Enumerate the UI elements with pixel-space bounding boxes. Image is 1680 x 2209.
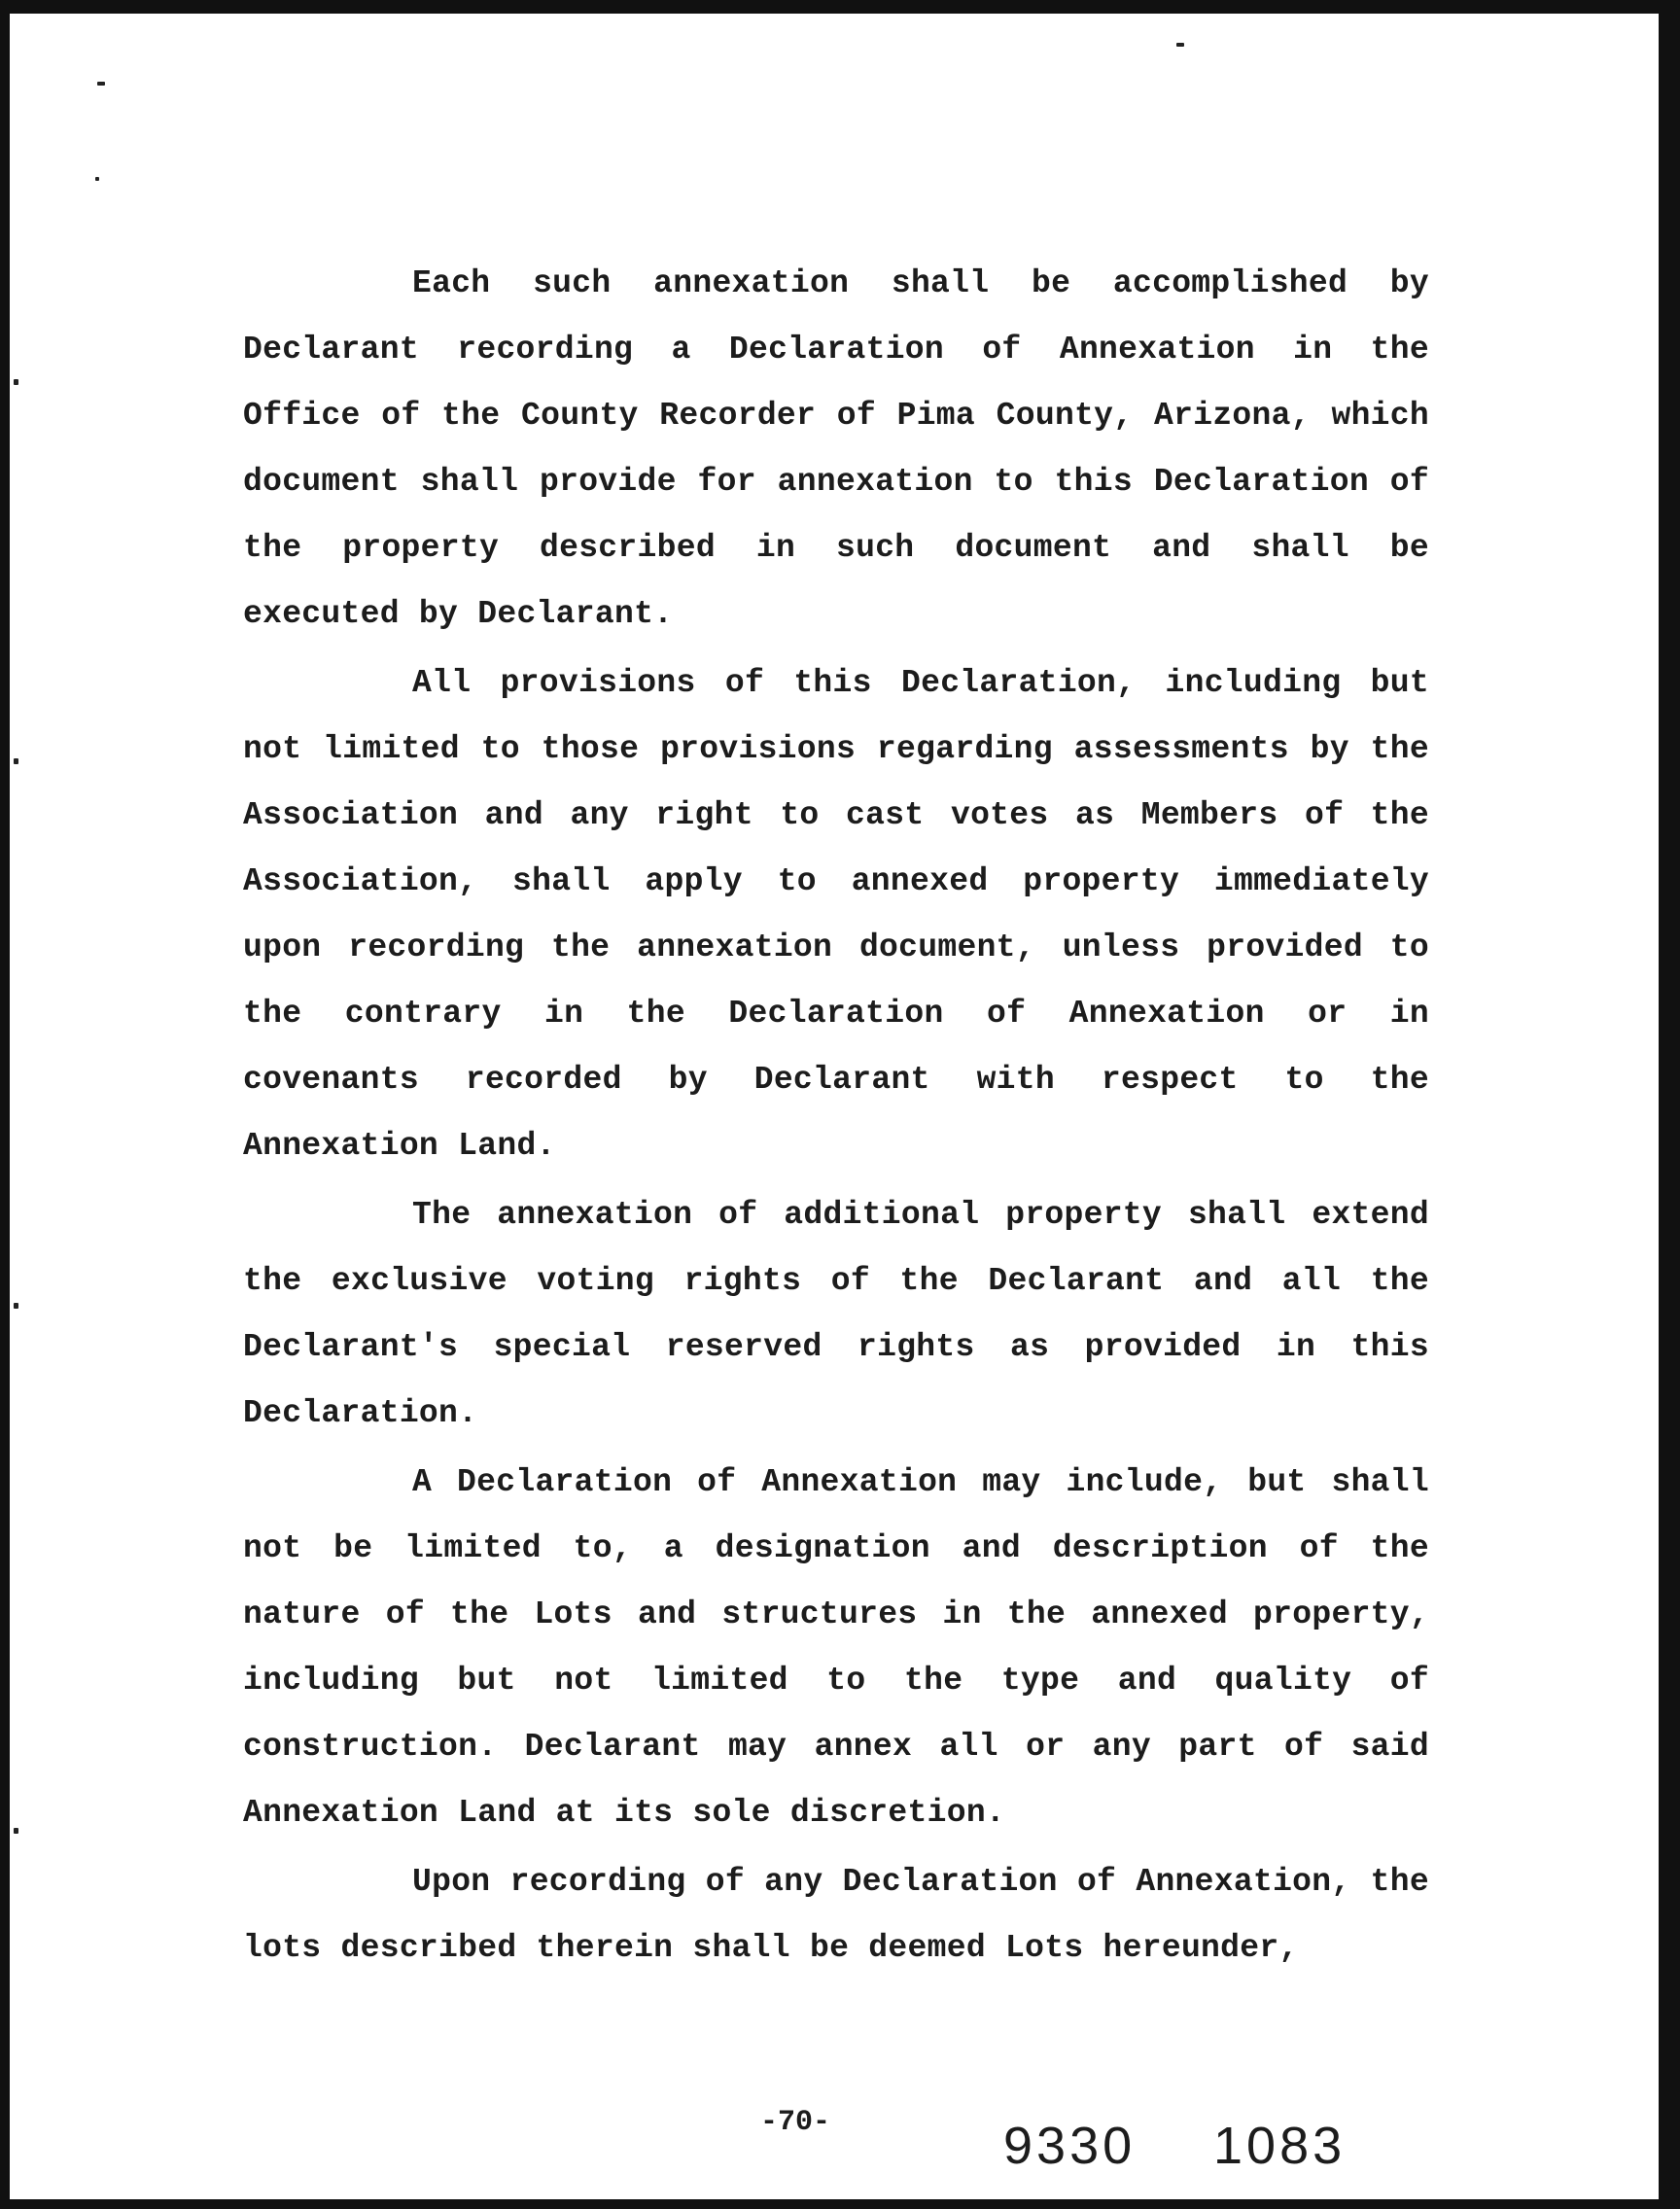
paragraph: The annexation of additional property shall extend the exclusive voting rights of the Declarant and all the Declarant's special reserved rights as provided in this Declaration. — [243, 1197, 1429, 1431]
scan-speck — [14, 1303, 18, 1309]
recording-book-number: 9330 — [1003, 2117, 1137, 2175]
scan-speck — [1176, 43, 1184, 47]
scan-speck — [95, 177, 99, 181]
scan-border-left — [0, 0, 10, 2209]
scan-border-top — [0, 0, 1680, 14]
scan-border-bottom — [0, 2199, 1680, 2209]
scan-speck — [14, 1828, 18, 1834]
paragraph: Upon recording of any Declaration of Annexation, the lots described therein shall be deemed Lots hereunder, — [243, 1864, 1429, 1966]
page-number: -70- — [760, 2106, 831, 2139]
paragraph: A Declaration of Annexation may include, but shall not be limited to, a designation and description of the nature of the Lots and structures in the annexed property, including but not limited to the type and quality of construction. Declarant may annex all or any part of said Annexation Land at its sole discretion. — [243, 1464, 1429, 1831]
paragraph: All provisions of this Declaration, including but not limited to those provisions regarding assessments by the Association and any right to cast votes as Members of the Association, shall apply to annexed property immediately upon recording the annexation document, unless provided to the contrary in the Declaration of Annexation or in covenants recorded by Declarant with respect to the Annexation Land. — [243, 665, 1429, 1164]
scan-speck — [14, 758, 18, 764]
scan-speck — [14, 379, 18, 385]
scan-speck — [97, 82, 105, 86]
recording-page-number: 1083 — [1213, 2117, 1347, 2175]
body-text — [243, 251, 1429, 1984]
paragraph: Each such annexation shall be accomplished by Declarant recording a Declaration of Annexation in the Office of the County Recorder of Pima County, Arizona, which document shall provide for annexation to this Declaration of the property described in such document and shall be executed by Declarant. — [243, 265, 1429, 632]
scan-border-right — [1659, 0, 1680, 2209]
